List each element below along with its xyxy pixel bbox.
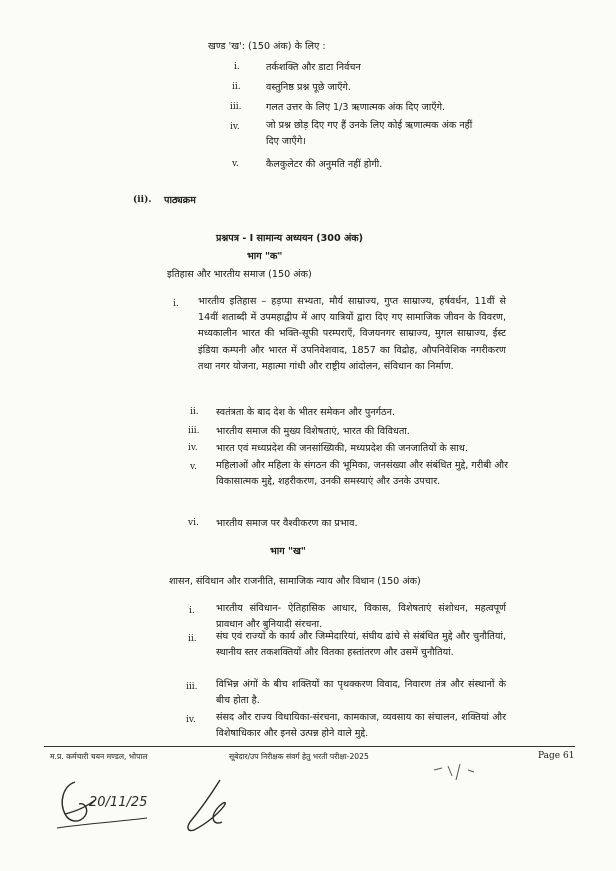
intro-item-num: ii. [232, 82, 241, 92]
signature-scribble [180, 776, 240, 838]
part-b-heading: भाग "ख" [270, 546, 306, 557]
part-a-subheading: इतिहास और भारतीय समाज (150 अंक) [167, 269, 312, 280]
part-a-item-num: ii. [190, 407, 199, 417]
signature-date-mark [55, 772, 165, 834]
part-b-item-text: संघ एवं राज्यों के कार्य और जिम्मेदारियां, संघीय ढांचे से संबंधित मुद्दे और चुनौतियां, स्थानीय स्तर तकशक्तियों और वितका हस्तांतरण और उसमें चुनौतियां. [216, 631, 506, 659]
part-a-item-text: भारत एवं मध्यप्रदेश की जनसांख्यिकी, मध्यप्रदेश की जनजातियों के साथ. [216, 443, 468, 454]
part-b-item-num: iii. [186, 682, 198, 692]
part-b-item-num: ii. [188, 634, 197, 644]
footer-rule [44, 746, 575, 747]
footer-page-number: Page 61 [538, 751, 575, 761]
part-a-item-text: भारतीय इतिहास – हड़प्पा सभ्यता, मौर्य साम्राज्य, गुप्त साम्राज्य, हर्षवर्धन, 11वीं से 14वीं शताब्दी में उपमहाद्वीप में आए यात्रियों द्वारा दिए गए सामाजिक जीवन के विवरण, मध्यकालीन भारत की भक्ति-सूफी परम्पराएँ, विजयनगर साम्राज्य, मुगल साम्राज्य, ईस्ट इंडिया कम्पनी और भारत में उपनिवेशवाद, 1857 का विद्रोह, औपनिवेशिक नगरीकरण तथा नगर योजना, महात्मा गांधी और राष्ट्रीय आंदोलन, संविधान का निर्माण. [198, 296, 506, 372]
part-b-item-num: i. [189, 606, 195, 616]
part-b-item-text: भारतीय संविधान- ऐतिहासिक आधार, विकास, विशेषताएं संशोधन, महत्वपूर्ण प्रावधान और बुनियादी संरचना. [216, 603, 506, 631]
part-b-item-text: विभिन्न अंगों के बीच शक्तियों का पृथक्करण विवाद, निवारण तंत्र और संस्थानों के बीच होता है. [216, 679, 506, 707]
part-a-item-text: स्वतंत्रता के बाद देश के भीतर समेकन और पुनर्गठन. [216, 407, 395, 418]
part-b-item-text: संसद और राज्य विधायिका-संरचना, कामकाज, व्यवसाय का संचालन, शक्तियां और विशेषाधिकार और इनसे उत्पन्न होने वाले मुद्दे. [216, 712, 506, 740]
intro-item-num: i. [234, 62, 240, 72]
intro-item-text: कैलकुलेटर की अनुमति नहीं होगी. [266, 159, 383, 170]
part-a-item-num: i. [173, 299, 179, 309]
part-b-subheading: शासन, संविधान और राजनीति, सामाजिक न्याय और विधान (150 अंक) [169, 576, 421, 587]
part-a-item-num: iv. [188, 443, 198, 453]
syllabus-title: पाठ्यक्रम [164, 195, 196, 206]
syllabus-number: (ii). [133, 195, 152, 205]
part-a-item-num: vi. [188, 518, 199, 528]
intro-item-num: iii. [230, 102, 242, 112]
intro-item-text: वस्तुनिष्ठ प्रश्न पूछे जाएँगे. [266, 82, 351, 93]
stray-ink-marks [430, 760, 490, 786]
part-a-heading: भाग "क" [247, 251, 283, 262]
part-a-item-text: महिलाओं और महिला के संगठन की भूमिका, जनसंख्या और संबंधित मुद्दे, गरीबी और विकासात्मक मुद्दे, शहरीकरण, उनकी समस्याएं और उनके उपचार. [216, 460, 508, 488]
intro-item-num: iv. [230, 122, 240, 132]
paper-title: प्रश्नपत्र - I सामान्य अध्ययन (300 अंक) [216, 233, 364, 244]
footer-exam-title: सूबेदार/उप निरीक्षक संवर्ग हेतु भरती परीक्षा-2025 [229, 752, 369, 761]
part-a-item-text: भारतीय समाज पर वैश्वीकरण का प्रभाव. [216, 518, 358, 529]
signature-date-text: 20/11/25 [89, 795, 148, 810]
footer-organization: म.प्र. कर्मचारी चयन मण्डल, भोपाल [50, 752, 148, 761]
intro-item-text: तर्कशक्ति और डाटा निर्वचन [266, 62, 361, 73]
intro-item-text: गलत उत्तर के लिए 1/3 ऋणात्मक अंक दिए जाएँगे. [266, 102, 446, 113]
part-a-item-num: iii. [188, 426, 200, 436]
intro-item-text: जो प्रश्न छोड़ दिए गए हैं उनके लिए कोई ऋणात्मक अंक नहीं दिए जाएँगे। [266, 120, 473, 148]
part-a-item-text: भारतीय समाज की मुख्य विशेषताएं, भारत की विविधता. [216, 426, 410, 437]
part-a-item-num: v. [190, 462, 197, 472]
part-b-item-num: iv. [186, 715, 196, 725]
intro-item-num: v. [232, 159, 239, 169]
section-b-title: खण्ड 'ख': (150 अंक) के लिए : [208, 41, 326, 52]
